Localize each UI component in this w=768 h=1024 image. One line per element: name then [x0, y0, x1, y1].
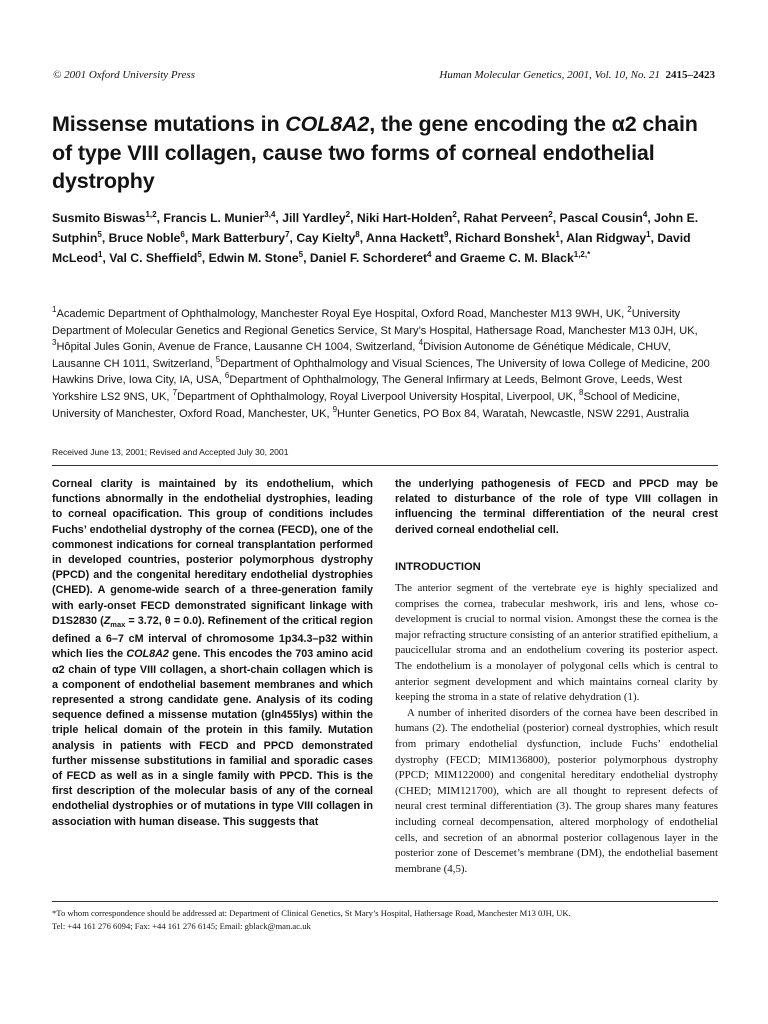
- author-separator: ,: [359, 230, 367, 245]
- author-affiliation-marker: 4: [642, 210, 648, 219]
- author-separator: ,: [201, 250, 209, 265]
- affiliation-list: [52, 306, 722, 422]
- author-separator: ,: [448, 230, 456, 245]
- affiliation-number: 6: [224, 371, 230, 381]
- author-list: [52, 209, 722, 268]
- affiliation-text: University Department of Molecular Genetics and Regional Genetics Service, St Mary’s Hospital, Hathersage Road, Manchester M13 0JH, UK,: [52, 308, 698, 337]
- author-name: Rahat Perveen: [463, 211, 549, 225]
- affiliation-number: 1: [52, 305, 57, 314]
- author-name: Jill Yardley: [282, 211, 346, 225]
- author-separator: ,: [559, 230, 567, 245]
- author-affiliation-marker: 1,2: [145, 210, 157, 219]
- author-name: Francis L. Munier: [163, 211, 265, 225]
- author-name: Pascal Cousin: [559, 211, 643, 225]
- author-separator: ,: [102, 250, 110, 265]
- affiliation-text: Hôpital Jules Gonin, Avenue de France, Lausanne CH 1004, Switzerland,: [56, 341, 419, 354]
- page-range: 2415–2423: [665, 69, 715, 81]
- correspondence-footnote: [52, 907, 718, 932]
- author-separator: ,: [101, 230, 109, 245]
- author-affiliation-marker: 2: [548, 210, 553, 219]
- author-affiliation-marker: 7: [285, 229, 290, 239]
- author-separator: ,: [647, 211, 655, 225]
- author-name: Cay Kielty: [296, 230, 356, 245]
- intro-paragraph-2: A number of inherited disorders of the cornea have been described in humans (2). The endothelial (posterior) corneal dystrophies, which result from primary endothelial dysfunction, include Fuchs’ endothelial dystrophy (FECD; MIM136800), posterior polymorphous dystrophy (PPCD; MIM122000) and congenital hereditary endothelial dystrophy (CHED; MIM121700), which are all thought to represent defects of neural crest terminal differentiation (3). The group shares many features including corneal decompensation, altered morphology of endothelial cells, and secretion of an abnormal posterior collagenous layer in the posterior zone of Descemet’s membrane (DM), the endothelial basement membrane (4,5).: [395, 706, 718, 875]
- copyright-notice: © 2001 Oxford University Press: [53, 69, 195, 81]
- affiliation-text: School of Medicine, University of Manchester, Oxford Road, Manchester, UK,: [52, 390, 680, 420]
- author-name: David McLeod: [52, 230, 691, 265]
- author-name: Daniel F. Schorderet: [309, 250, 428, 265]
- author-affiliation-marker: 2: [345, 210, 351, 219]
- author-affiliation-marker: 1,2,*: [573, 249, 591, 259]
- title-gene: COL8A2: [285, 112, 370, 136]
- author-separator: ,: [275, 211, 283, 225]
- journal-name: Human Molecular Genetics, 2001, Vol. 10, No. 21: [439, 69, 660, 81]
- abstract-text-3: gene. This encodes the 703 amino acid α2 chain of type VIII collagen, a short-chain collagen which is a component of endothelial basement membranes and which represented a strong candidate gene. Analysis of its coding sequence defined a missense mutation (gln455lys) within the triple helical domain of the protein in this family. Mutation analysis in patients with FECD and PPCD demonstrated further missense substitutions in familial and sporadic cases of FECD as well as in a single family with PPCD. This is the first description of the molecular basis of any of the corneal endothelial dystrophies or of mutations in type VIII collagen in association with human disease. This suggests that: [52, 648, 374, 828]
- author-separator: and: [431, 250, 460, 265]
- abstract: [52, 477, 373, 830]
- author-affiliation-marker: 8: [355, 229, 360, 239]
- affiliation-number: 2: [627, 305, 632, 314]
- author-affiliation-marker: 5: [197, 249, 202, 259]
- article-title: [52, 110, 722, 196]
- affiliation-number: 4: [418, 338, 424, 348]
- footnote-line-2: Tel: +44 161 276 6094; Fax: +44 161 276 6145; Email: gblack@man.ac.uk: [52, 920, 311, 931]
- affiliation-text: Department of Ophthalmology and Visual Sciences, The University of Iowa College of Medicine, 200 Hawkins Drive, Iowa City, IA, USA,: [52, 357, 710, 387]
- zmax-z: Z: [103, 614, 111, 627]
- author-name: John E. Sutphin: [52, 211, 699, 245]
- abstract-text-1: Corneal clarity is maintained by its endothelium, which functions abnormally in the endothelial dystrophies, leading to corneal opacification. This group of conditions includes Fuchs’ endothelial dystrophy of the cornea (FECD), one of the commonest indications for corneal transplantation performed in developed countries, posterior polymorphous dystrophy (PPCD) and the congenital hereditary endothelial dystrophies (CHED). A genome-wide search of a three-generation family with early-onset FECD demonstrated significant linkage with D1S2830 (: [52, 478, 373, 627]
- author-separator: ,: [552, 211, 560, 225]
- author-separator: ,: [156, 211, 164, 225]
- affiliation-number: 5: [215, 354, 221, 364]
- author-affiliation-marker: 5: [97, 229, 102, 239]
- author-separator: ,: [289, 230, 297, 245]
- author-name: Anna Hackett: [366, 230, 444, 245]
- affiliation-text: Department of Ophthalmology, Royal Liverpool University Hospital, Liverpool, UK,: [177, 390, 579, 403]
- author-name: Val C. Sheffield: [109, 250, 198, 265]
- author-name: Susmito Biswas: [52, 211, 146, 225]
- intro-paragraph-1: The anterior segment of the vertebrate eye is highly specialized and comprises the cornea, trabecular meshwork, iris and lens, whose co-development is crucial to normal vision. Amongst these the cornea is the major refracting structure consisting of an anterior stratified epithelium, a paucicellular stroma and an endothelium covering its posterior aspect. The endothelium is a monolayer of polygonal cells which is central to anterior segment development and which maintains corneal clarity by keeping the stroma in a state of relative dehydration (1).: [395, 582, 718, 704]
- abstract-text-2: = 3.72, θ = 0.0). Refinement of the critical region defined a 6–7 cM interval of chromosome 1p34.3–p32 within which lies the: [52, 614, 373, 661]
- author-name: Richard Bonshek: [455, 230, 556, 245]
- author-separator: ,: [303, 250, 310, 265]
- title-part-2: , the gene encoding the α2 chain of type VIII collagen, cause two forms of corneal endothelial dystrophy: [52, 112, 698, 193]
- title-part-1: Missense mutations in: [52, 112, 286, 136]
- affiliation-number: 9: [332, 404, 338, 414]
- author-name: Graeme C. M. Black: [459, 250, 574, 265]
- affiliation-text: Department of Ophthalmology, The General Infirmary at Leeds, Belmont Grove, Leeds, West Yorkshire LS2 9NS, UK,: [52, 374, 682, 403]
- author-name: Edwin M. Stone: [208, 250, 299, 265]
- abstract-continuation: the underlying pathogenesis of FECD and PPCD may be related to disturbance of the role of type VIII collagen in influencing the terminal differentiation of the neural crest derived corneal endothelial cell.: [395, 478, 718, 536]
- author-affiliation-marker: 1: [555, 229, 560, 239]
- affiliation-text: Hunter Genetics, PO Box 84, Waratah, Newcastle, NSW 2291, Australia: [337, 407, 690, 420]
- introduction-heading: INTRODUCTION: [395, 561, 481, 573]
- footnote-line-1: *To whom correspondence should be addressed at: Department of Clinical Genetics, St Mary’s Hospital, Hathersage Road, Manchester M13 0JH, UK.: [52, 908, 571, 918]
- affiliation-number: 8: [578, 387, 584, 397]
- introduction-body: [395, 581, 718, 877]
- section-divider: [52, 465, 718, 466]
- affiliation-text: Academic Department of Ophthalmology, Manchester Royal Eye Hospital, Oxford Road, Manchester M13 9WH, UK,: [56, 308, 628, 320]
- author-separator: ,: [350, 211, 357, 225]
- author-name: Bruce Noble: [108, 230, 181, 245]
- footnote-divider: [52, 901, 718, 902]
- author-separator: ,: [650, 230, 658, 245]
- received-dates: Received June 13, 2001; Revised and Accepted July 30, 2001: [52, 447, 289, 457]
- author-affiliation-marker: 1: [646, 229, 651, 239]
- author-affiliation-marker: 2: [452, 210, 457, 219]
- author-affiliation-marker: 4: [427, 249, 432, 259]
- author-affiliation-marker: 1: [98, 249, 103, 259]
- affiliation-number: 3: [52, 338, 57, 348]
- author-separator: ,: [456, 211, 464, 225]
- affiliation-number: 7: [172, 387, 178, 397]
- author-name: Alan Ridgway: [566, 230, 647, 245]
- author-affiliation-marker: 6: [180, 229, 185, 239]
- zmax-subscript: max: [110, 619, 126, 629]
- author-name: Mark Batterbury: [191, 230, 286, 245]
- author-affiliation-marker: 3,4: [264, 210, 276, 219]
- author-affiliation-marker: 9: [443, 229, 449, 239]
- affiliation-text: Division Autonome de Génétique Médicale, CHUV, Lausanne CH 1011, Switzerland,: [52, 341, 671, 370]
- abstract-gene: COL8A2: [126, 648, 169, 661]
- journal-citation: [439, 69, 715, 81]
- author-separator: ,: [184, 230, 192, 245]
- author-affiliation-marker: 5: [298, 249, 304, 259]
- author-name: Niki Hart-Holden: [356, 211, 453, 225]
